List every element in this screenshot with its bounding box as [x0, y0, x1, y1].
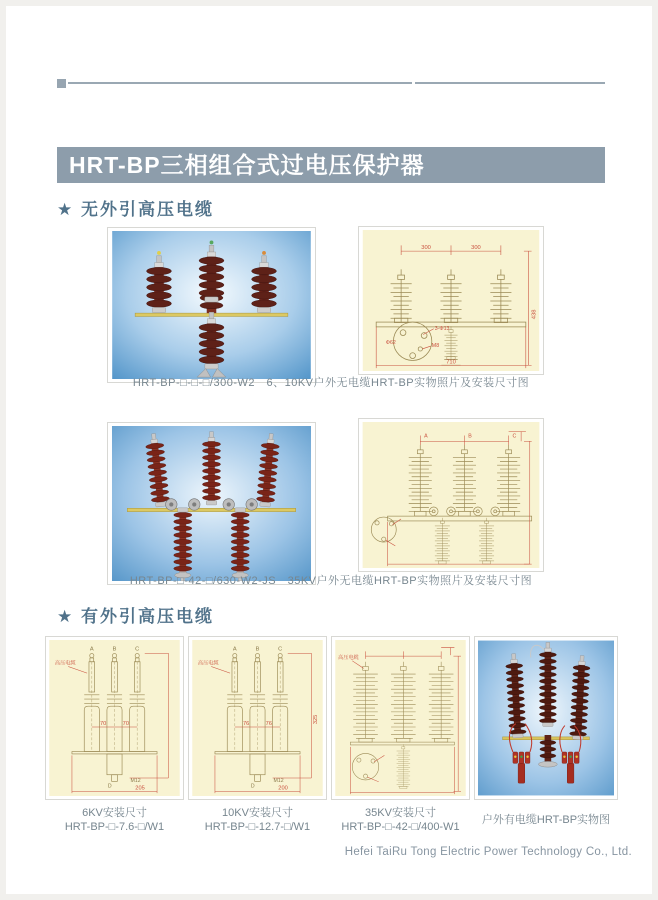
dim-gap2: 76 [265, 721, 272, 728]
phase-b-label: B [112, 646, 117, 653]
drawing-35kv-cable-svg [335, 640, 466, 796]
caption-cable-photo [466, 813, 626, 827]
phase-c-label: C [278, 646, 283, 653]
circle-label: Φ62 [385, 340, 396, 347]
rule-line-left [68, 82, 412, 84]
caption-35kv: HRT-BP-□-42-□/630-W2-JS 35KV户外无电缆HRT-BP实物照片及安装尺寸图 [129, 575, 533, 587]
point-label: D [107, 783, 112, 790]
top-rule [57, 78, 605, 88]
drawing-6kv-cable [45, 636, 184, 800]
phase-a-label: A [232, 646, 237, 653]
dim-300-left: 300 [421, 245, 431, 252]
caption-line2: HRT-BP-□-12.7-□/W1 [204, 821, 311, 833]
rule-line-right [415, 82, 605, 84]
section-heading-with-cable: ★ 有外引高压电缆 [57, 607, 214, 626]
page-title: HRT-BP三相组合式过电压保护器 [57, 147, 605, 183]
drawing-10kv-install [358, 226, 544, 375]
dim-width: 200 [278, 785, 288, 792]
dim-gap1: 76 [243, 721, 250, 728]
photo-10kv-svg [111, 231, 312, 379]
caption-10kv-cable [188, 806, 327, 834]
caption-line1: 6KV安装尺寸 [82, 807, 147, 819]
bolt-label: M8 [431, 343, 440, 350]
dim-438: 438 [531, 309, 538, 320]
phase-b-label: B [468, 433, 472, 440]
dim-300-right: 300 [471, 245, 481, 252]
caption-line2: HRT-BP-□-42-□/400-W1 [341, 821, 460, 833]
photo-cable-product [474, 636, 618, 800]
hole-label: 3-Φ13 [434, 325, 450, 332]
caption-line1: 10KV安装尺寸 [222, 807, 293, 819]
cable-label: 高压电缆 [54, 660, 76, 667]
phase-c-label: C [135, 646, 140, 653]
phase-a-label: A [89, 646, 94, 653]
drawing-35kv-cable [331, 636, 470, 800]
dim-gap2: 70 [122, 721, 129, 728]
phase-c-label: C [512, 433, 517, 440]
drawing-10kv-svg [362, 230, 540, 371]
cable-label: 高压电缆 [197, 660, 219, 667]
drawing-35kv-install [358, 418, 544, 572]
photo-35kv-svg [111, 426, 312, 581]
drawing-6kv-cable-svg [49, 640, 180, 796]
point-label: D [250, 783, 255, 790]
caption-line1: 35KV安装尺寸 [365, 807, 436, 819]
photo-10kv-product [107, 227, 316, 383]
dim-710: 710 [446, 359, 456, 366]
cable-label: 高压电缆 [338, 654, 359, 661]
caption-10kv: HRT-BP-□-□-□/300-W2 6、10KV户外无电缆HRT-BP实物照片及安装尺寸图 [132, 377, 530, 389]
dim-gap1: 70 [100, 721, 107, 728]
dim-width: 205 [135, 785, 145, 792]
stud-label: M12 [273, 777, 284, 784]
photo-35kv-product [107, 422, 316, 585]
rule-square [57, 79, 66, 88]
caption-line2: HRT-BP-□-7.6-□/W1 [64, 821, 165, 833]
caption-6kv-cable [45, 806, 184, 834]
photo-cable-svg [478, 640, 614, 796]
drawing-10kv-cable [188, 636, 327, 800]
dim-height: 325 [313, 714, 320, 725]
caption-line1: 户外有电缆HRT-BP实物图 [481, 814, 611, 826]
phase-b-label: B [255, 646, 260, 653]
footer-company-name: Hefei TaiRu Tong Electric Power Technology Co., Ltd. [344, 846, 632, 858]
drawing-10kv-cable-svg [192, 640, 323, 796]
drawing-35kv-svg [362, 422, 540, 568]
phase-a-label: A [424, 433, 428, 440]
stud-label: M12 [130, 777, 141, 784]
section-heading-no-cable: ★ 无外引高压电缆 [57, 200, 214, 219]
caption-35kv-cable [331, 806, 470, 834]
